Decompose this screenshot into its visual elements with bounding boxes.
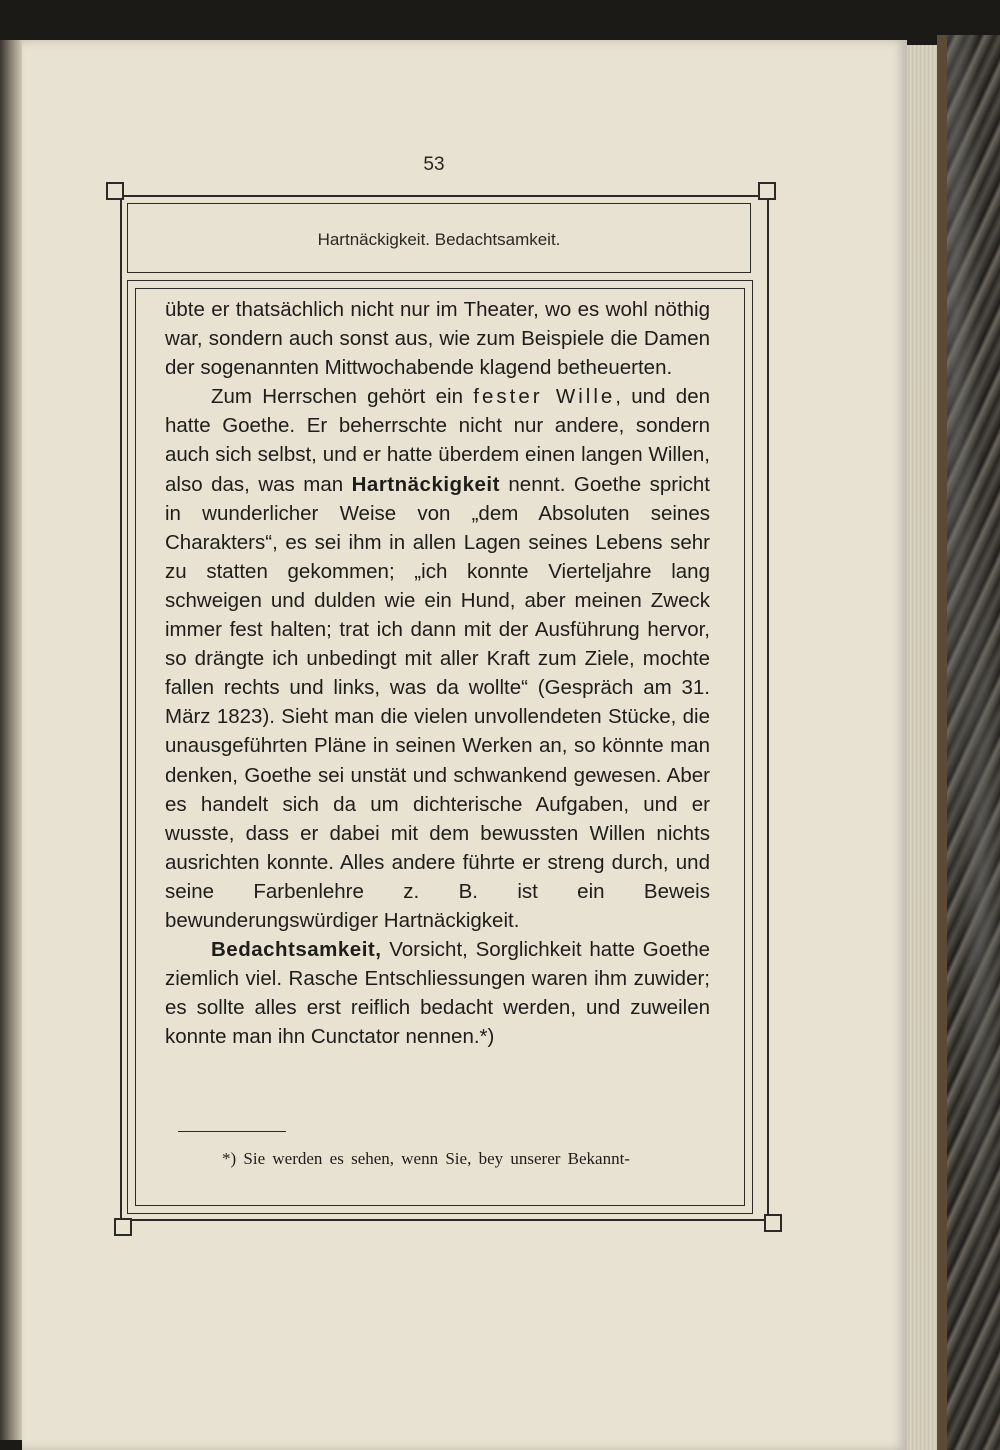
paragraph-3: [165, 935, 710, 1051]
paragraph-3-text: Vorsicht, Sorglichkeit hatte Goethe ziemlich viel. Rasche Entschliessungen waren ihm zuwider; es sollte alles erst reiflich bedacht werden, und zuweilen konnte man ihn Cunctator nennen.*): [165, 938, 710, 1049]
keyword-hartnaeckigkeit: Hartnäckigkeit: [351, 472, 500, 496]
keyword-bedachtsamkeit: Bedachtsamkeit,: [211, 938, 382, 962]
body-text: [165, 295, 710, 1051]
frame-left-rule: [120, 195, 122, 1221]
frame-top-rule: [121, 195, 769, 197]
page-stack-edge: [907, 45, 937, 1450]
frame-right-rule: [767, 195, 769, 1221]
paragraph-1: [165, 295, 710, 382]
paragraph-2-text-b: , und den hatte Goethe. Er beherrschte nicht nur andere, sondern auch sich selbst, und er hatte überdem einen langen Willen, also das, was man: [165, 385, 710, 496]
spaced-emphasis: fester Wille: [473, 385, 616, 409]
frame-bottom-rule: [121, 1219, 769, 1221]
frame-corner-bottom-right: [764, 1214, 782, 1232]
left-page-edge: [0, 40, 22, 1440]
paragraph-2-text-a: Zum Herrschen gehört ein: [211, 385, 474, 409]
paragraph-1-text: übte er thatsächlich nicht nur im Theater, wo es wohl nöthig war, sondern auch sonst aus, wie zum Beispiele die Damen der sogenannten Mittwochabende klagend betheuerten.: [165, 298, 710, 380]
running-head: Hartnäckigkeit. Bedachtsamkeit.: [317, 230, 561, 249]
cover-edge: [937, 35, 947, 1450]
footnote-rule: [178, 1131, 286, 1132]
paragraph-2: [165, 382, 710, 935]
frame-corner-top-right: [758, 182, 776, 200]
frame-corner-bottom-left: [114, 1218, 132, 1236]
frame-corner-top-left: [106, 182, 124, 200]
page-number: 53: [423, 154, 445, 175]
paragraph-2-text-c: nennt. Goethe spricht in wunderlicher Weise von „dem Absoluten seines Charakters“, es sei ihm in allen Lagen seines Lebens sehr zu statten gekommen; „ich konnte Vierteljahre lang schweigen und dulden wie ein Hund, aber meinen Zweck immer fest halten; trat ich dann mit der Ausführung hervor, so drängte ich unbedingt mit aller Kraft zum Ziele, mochte fallen rechts und links, was da wollte“ (Gespräch am 31. März 1823). Sieht man die vielen unvollendeten Stücke, die unausgeführten Pläne in seinen Werken an, so könnte man denken, Goethe sei unstät und schwankend gewesen. Aber es handelt sich da um dichterische Aufgaben, und er wusste, dass er dabei mit dem bewussten Willen nichts ausrichten konnte. Alles andere führte er streng durch, und seine Farbenlehre z. B. ist ein Beweis bewunderungswürdiger Hartnäckigkeit.: [165, 472, 710, 932]
footnote: *) Sie werden es sehen, wenn Sie, bey unserer Bekannt-: [222, 1149, 630, 1168]
